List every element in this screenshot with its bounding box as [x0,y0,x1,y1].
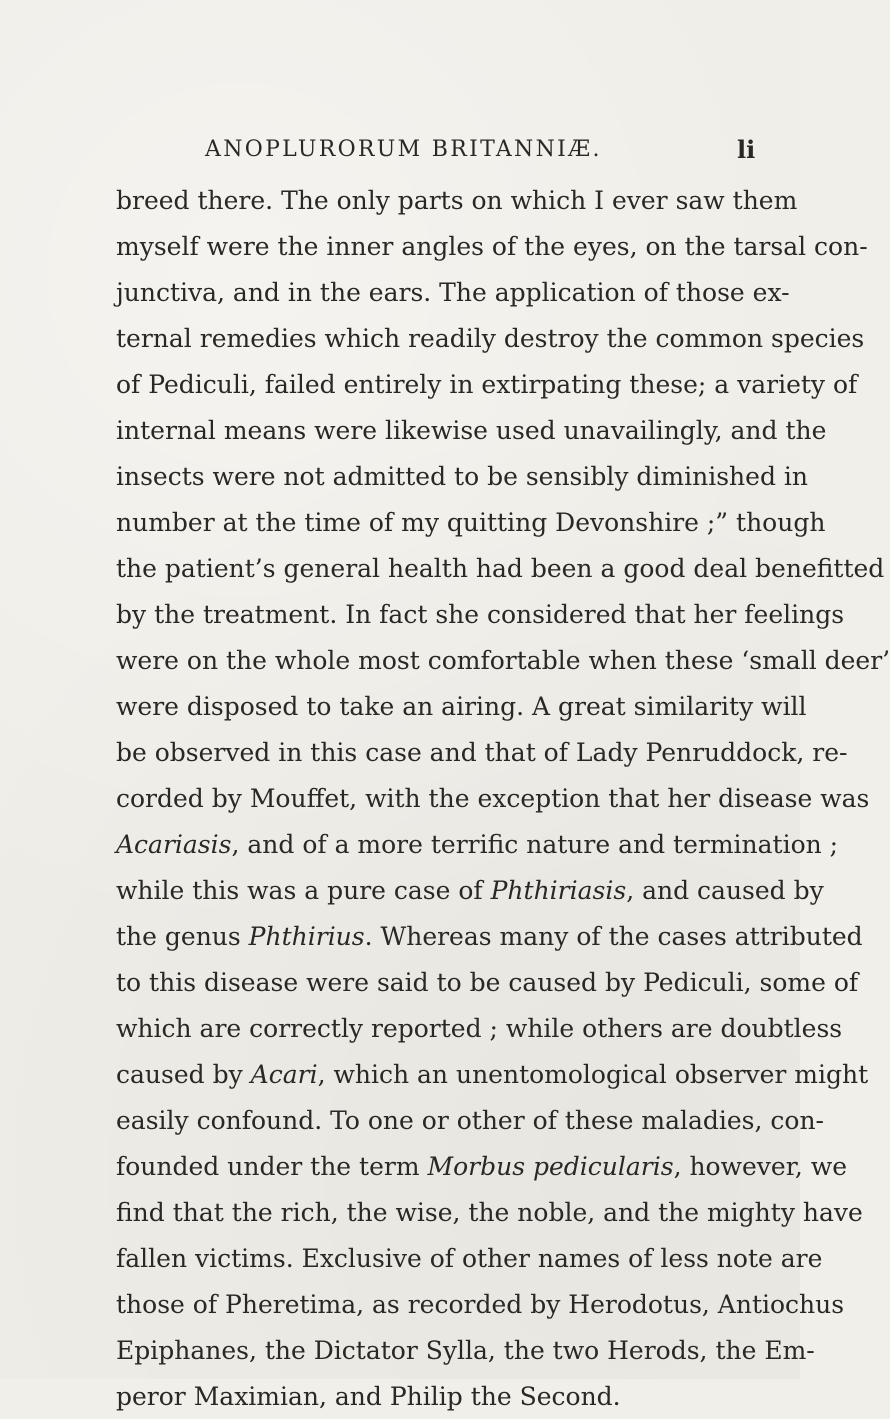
text-segment: . Whereas many of the cases attributed [364,922,863,951]
text-line [116,1190,863,1235]
text-segment: while this was a pure case of [116,876,491,905]
text-segment: founded under the term [116,1152,428,1181]
text-line [116,546,885,591]
text-line [116,270,790,315]
text-segment: internal means were likewise used unavailingly, and the [116,416,827,445]
text-line [116,362,858,407]
text-line [116,224,868,269]
italic-term: Phthiriasis [490,876,627,905]
italic-term: Acari [250,1060,318,1089]
italic-term: Morbus pedicularis [427,1152,674,1181]
text-line [116,1052,869,1097]
text-segment: , which an unentomological observer might [317,1060,869,1089]
text-segment: , and of a more terrific nature and termination ; [231,830,839,859]
text-segment: by the treatment. In fact she considered that her feelings [116,600,845,629]
text-segment: ternal remedies which readily destroy the common species [116,324,865,353]
text-segment: , however, we [673,1152,848,1181]
text-segment: Epiphanes, the Dictator Sylla, the two Herods, the Em- [116,1336,815,1365]
text-line [116,1098,825,1143]
text-segment: caused by [116,1060,251,1089]
page-number: li [737,135,756,164]
text-line [116,592,845,637]
text-segment: be observed in this case and that of Lady Penruddock, re- [116,738,848,767]
text-line [116,730,848,775]
text-segment: easily confound. To one or other of these maladies, con- [116,1106,825,1135]
text-segment: fallen victims. Exclusive of other names of less note are [116,1244,823,1273]
text-line [116,1282,845,1327]
text-line [116,1236,823,1281]
text-line [116,1328,815,1373]
running-head [0,130,800,170]
text-segment: those of Pheretima, as recorded by Herodotus, Antiochus [116,1290,845,1319]
text-line [116,1006,843,1051]
text-segment: were disposed to take an airing. A great similarity will [116,692,807,721]
text-line [116,408,827,453]
text-segment: junctiva, and in the ears. The application of those ex- [116,278,790,307]
text-line [116,868,824,913]
text-segment: corded by Mouffet, with the exception that her disease was [116,784,870,813]
text-segment: which are correctly reported ; while others are doubtless [116,1014,843,1043]
text-line [116,454,809,499]
italic-term: Acariasis [116,830,232,859]
text-segment: myself were the inner angles of the eyes, on the tarsal con- [116,232,868,261]
text-line [116,822,839,867]
text-line [116,316,865,361]
text-line [116,914,863,959]
text-segment: breed there. The only parts on which I ever saw them [116,186,798,215]
italic-term: Phthirius [248,922,365,951]
text-line [116,178,798,223]
text-segment: find that the rich, the wise, the noble, and the mighty have [116,1198,863,1227]
text-line [116,776,870,821]
text-segment: of Pediculi, failed entirely in extirpating these; a variety of [116,370,858,399]
text-line [116,960,859,1005]
text-line [116,1144,848,1189]
text-segment: peror Maximian, and Philip the Second. [116,1382,621,1411]
text-segment: number at the time of my quitting Devonshire ;” though [116,508,826,537]
text-line [116,684,807,729]
text-segment: the genus [116,922,249,951]
running-title: ANOPLURORUM BRITANNIÆ. [205,137,602,162]
text-segment: , and caused by [626,876,824,905]
text-segment: the patient’s general health had been a good deal benefitted [116,554,885,583]
text-line [116,1374,687,1419]
text-line [116,500,826,545]
text-segment: to this disease were said to be caused by Pediculi, some of [116,968,859,997]
text-line [116,638,890,683]
text-segment: insects were not admitted to be sensibly diminished in [116,462,809,491]
text-segment: were on the whole most comfortable when these ‘small deer’ [116,646,890,675]
